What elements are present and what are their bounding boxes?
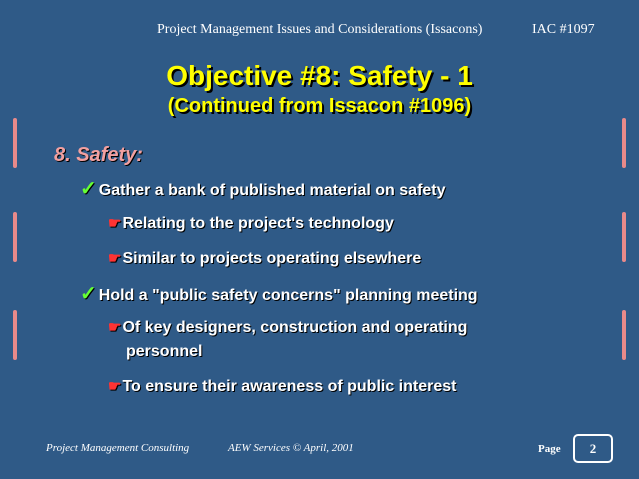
list-item: [108, 316, 546, 364]
pointing-hand-icon: ☛: [108, 319, 122, 336]
list-item-text: Relating to the project's technology: [122, 215, 394, 232]
header-code: IAC #1097: [532, 22, 595, 37]
list-item: [108, 212, 588, 236]
check-icon: ✓: [80, 178, 97, 200]
page-number: 2: [573, 434, 613, 463]
page-label: Page: [538, 443, 561, 455]
section-heading: 8. Safety:: [54, 144, 143, 166]
right-decorative-bar-middle: [622, 212, 626, 262]
list-item: [80, 282, 600, 308]
slide-subtitle: (Continued from Issacon #1096): [167, 95, 472, 117]
left-decorative-bar-middle: [13, 212, 17, 262]
left-decorative-bar-bottom: [13, 310, 17, 360]
slide-title: Objective #8: Safety - 1: [166, 60, 473, 91]
list-item: [80, 177, 600, 203]
header-title: Project Management Issues and Considerations (Issacons): [157, 22, 483, 37]
list-item: [108, 247, 588, 271]
list-item-text: To ensure their awareness of public interest: [122, 378, 457, 395]
slide-header: [0, 22, 639, 42]
right-decorative-bar-bottom: [622, 310, 626, 360]
list-item: [108, 375, 588, 399]
list-item-text: Similar to projects operating elsewhere: [122, 250, 422, 267]
left-decorative-bar-top: [13, 118, 17, 168]
right-decorative-bar-top: [622, 118, 626, 168]
pointing-hand-icon: ☛: [108, 215, 122, 232]
pointing-hand-icon: ☛: [108, 378, 122, 395]
list-item-text: Hold a "public safety concerns" planning meeting: [98, 287, 478, 304]
check-icon: ✓: [80, 283, 97, 305]
list-item-text: Gather a bank of published material on safety: [98, 182, 446, 199]
footer-copyright: AEW Services © April, 2001: [228, 442, 354, 454]
pointing-hand-icon: ☛: [108, 250, 122, 267]
list-item-text: Of key designers, construction and operating personnel: [122, 319, 468, 360]
footer-company: Project Management Consulting: [46, 442, 190, 454]
